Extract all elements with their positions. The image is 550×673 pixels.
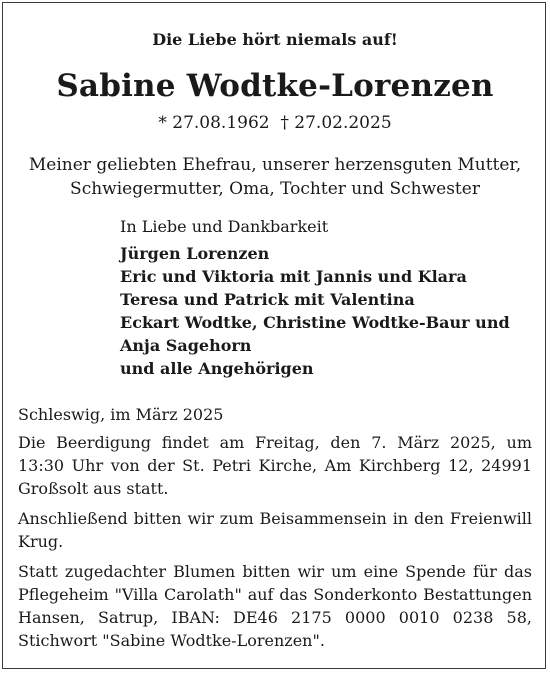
mourner-entry: Teresa und Patrick mit Valentina — [120, 290, 415, 309]
dedication-line: Schwiegermutter, Oma, Tochter und Schwester — [70, 179, 480, 199]
mourner-entry: Anja Sagehorn — [120, 336, 252, 355]
deceased-name: Sabine Wodtke-Lorenzen — [56, 68, 494, 104]
motto: Die Liebe hört niemals auf! — [152, 30, 398, 49]
dedication-line: Meiner geliebten Ehefrau, unserer herzensguten Mutter, — [28, 155, 522, 175]
gathering-details: Anschließend bitten wir zum Beisammensein in den Freienwill Krug. — [18, 509, 532, 551]
place-and-date: Schleswig, im März 2025 — [18, 405, 224, 424]
life-dates: * 27.08.1962 † 27.02.2025 — [158, 113, 392, 133]
mourners-intro: In Liebe und Dankbarkeit — [120, 217, 329, 236]
funeral-details: Die Beerdigung findet am Freitag, den 7. März 2025, um 13:30 Uhr von der St. Petri Kirche, Am Kirchberg 12, 24991 Großsolt aus statt. — [18, 433, 532, 498]
mourner-entry: Jürgen Lorenzen — [120, 244, 270, 263]
dedication — [0, 153, 550, 201]
mourner-entry: Eckart Wodtke, Christine Wodtke-Baur und — [120, 313, 510, 332]
mourner-entry: und alle Angehörigen — [120, 359, 314, 378]
mourner-entry: Eric und Viktoria mit Jannis und Klara — [120, 267, 467, 286]
donation-request: Statt zugedachter Blumen bitten wir um eine Spende für das Pflegeheim "Villa Carolath" auf das Sonderkonto Bestattungen Hansen, Satrup, IBAN: DE46 2175 0000 0010 0238 58, Stichwort "Sabine Wodtke-Lorenzen". — [18, 562, 532, 650]
mourners-list — [120, 242, 510, 380]
